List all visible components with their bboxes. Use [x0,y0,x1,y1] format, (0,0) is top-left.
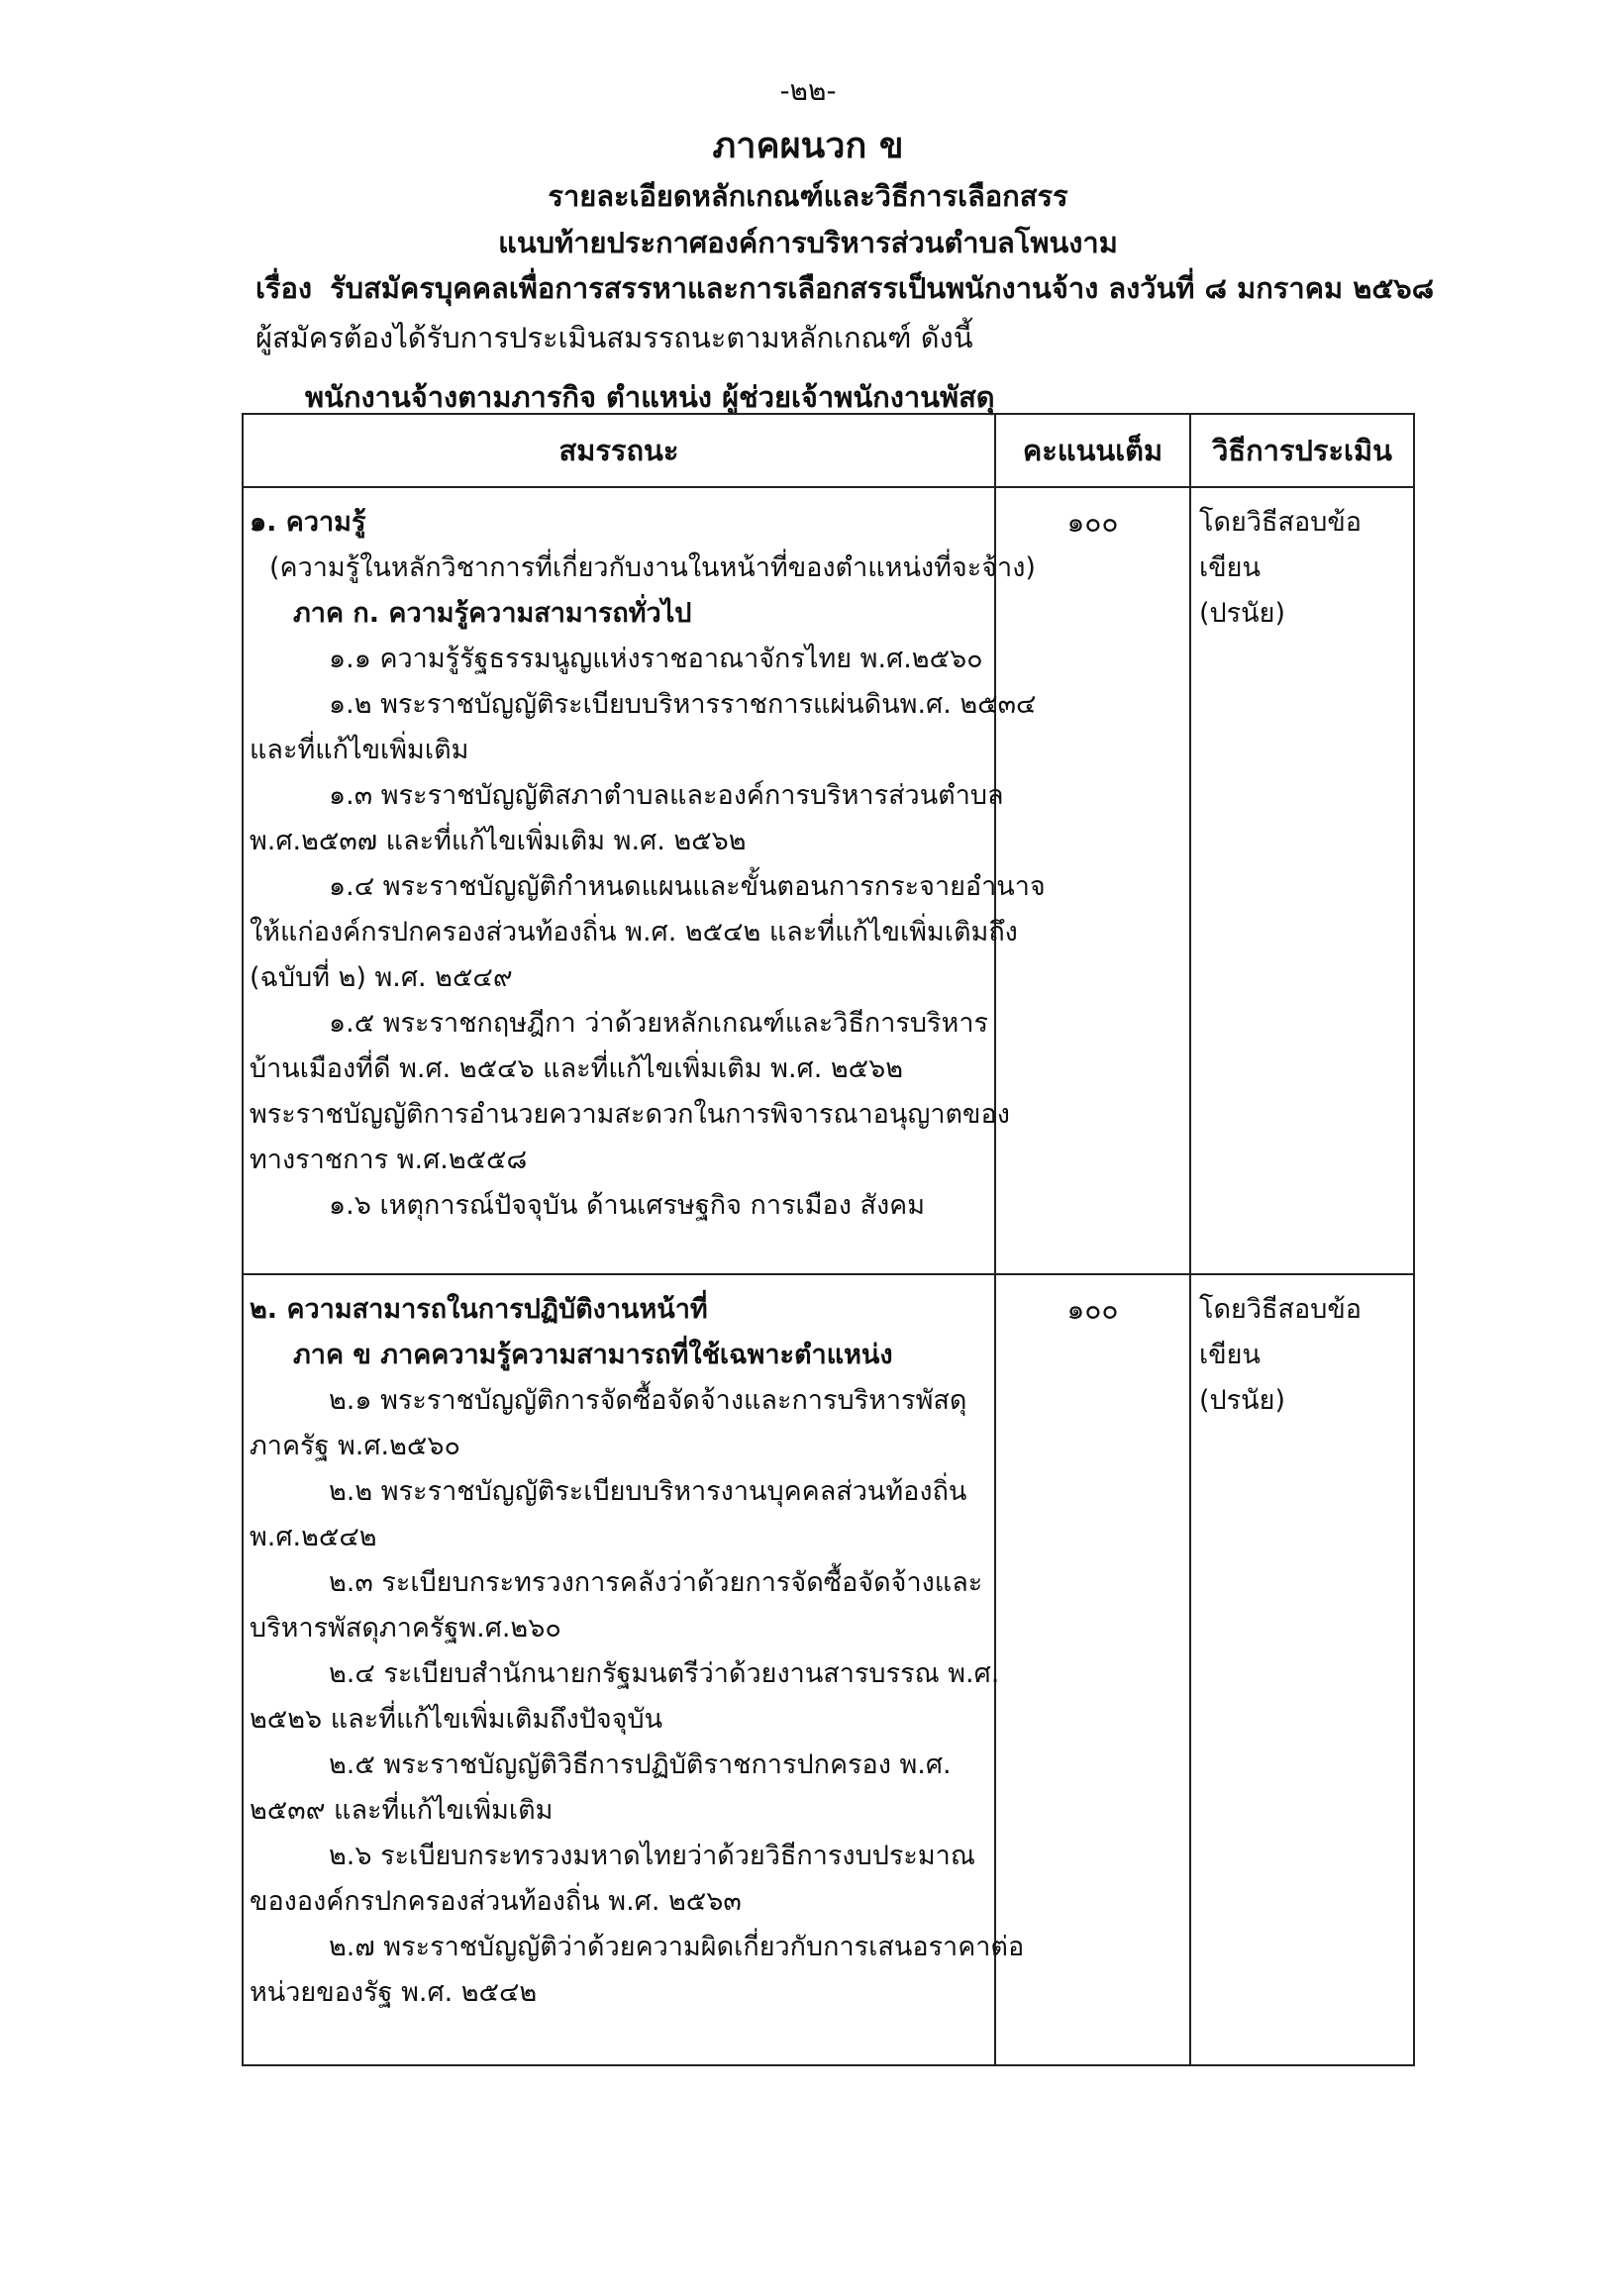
method-type: (ปรนัย) [1199,1385,1285,1416]
subject-line [255,265,1434,311]
method-cell [1190,487,1414,1274]
competency-cell [243,487,1046,1274]
list-item: ๑.๖ เหตุการณ์ปัจจุบัน ด้านเศรษฐกิจ การเมือง สังคม [329,1190,926,1221]
page-number: -๒๒- [779,74,837,107]
list-item: ๒.๗ พระราชบัญญัติว่าด้วยความผิดเกี่ยวกับการเสนอราคาต่อ [329,1932,1025,1962]
list-item: ภาค ก. ความรู้ความสามารถทั่วไป [293,598,692,629]
list-item: ให้แก่องค์กรปกครองส่วนท้องถิ่น พ.ศ. ๒๕๔๒ และที่แก้ไขเพิ่มเติมถึง [250,917,1018,948]
appendix-title: ภาคผนวก ข [712,126,904,166]
header-competency: สมรรถนะ [243,414,995,487]
table-header-row [243,414,1414,487]
list-item: ๒.๖ ระเบียบกระทรวงมหาดไทยว่าด้วยวิธีการงบประมาณ [329,1841,975,1871]
list-item: ๑.๕ พระราชกฤษฎีกา ว่าด้วยหลักเกณฑ์และวิธีการบริหาร [329,1008,989,1039]
list-item: ๒๕๒๖ และที่แก้ไขเพิ่มเติมถึงปัจจุบัน [250,1704,663,1735]
method-type: (ปรนัย) [1199,598,1285,629]
position-title: พนักงานจ้างตามภารกิจ ตำแหน่ง ผู้ช่วยเจ้าพนักงานพัสดุ [305,380,995,414]
list-item: บริหารพัสดุภาครัฐพ.ศ.๒๖๐ [250,1613,561,1644]
full-score: ๑๐๐ [1066,1293,1119,1326]
list-item: ๒.๕ พระราชบัญญัติวิธีการปฏิบัติราชการปกครอง พ.ศ. [329,1749,952,1780]
method-cell [1190,1274,1414,2065]
list-item: ภาครัฐ พ.ศ.๒๕๖๐ [250,1431,460,1461]
list-item: ทางราชการ พ.ศ.๒๕๕๘ [250,1145,528,1175]
subject-label: เรื่อง [255,271,313,305]
full-score-cell [995,1274,1190,2065]
section-title: ๑. ความรู้ [250,507,366,538]
list-item: บ้านเมืองที่ดี พ.ศ. ๒๕๔๖ และที่แก้ไขเพิ่มเติม พ.ศ. ๒๕๖๒ [250,1053,904,1084]
table-row [243,487,1414,1274]
list-item: ๑.๔ พระราชบัญญัติกำหนดแผนและขั้นตอนการกระจายอำนาจ [329,871,1046,902]
list-item: (ฉบับที่ ๒) พ.ศ. ๒๕๔๙ [250,962,513,993]
competency-cell [243,1274,1025,2065]
list-item: (ความรู้ในหลักวิชาการที่เกี่ยวกับงานในหน้าที่ของตำแหน่งที่จะจ้าง) [269,552,1036,583]
list-item: ๑.๓ พระราชบัญญัติสภาตำบลและองค์การบริหารส่วนตำบล [329,780,1004,811]
intro-text: ผู้สมัครต้องได้รับการประเมินสมรรถนะตามหลักเกณฑ์ ดังนี้ [255,321,973,354]
list-item: หน่วยของรัฐ พ.ศ. ๒๕๔๒ [250,1977,538,2008]
list-item: ๑.๑ ความรู้รัฐธรรมนูญแห่งราชอาณาจักรไทย พ.ศ.๒๕๖๐ [329,644,983,674]
list-item: และที่แก้ไขเพิ่มเติม [250,735,469,765]
list-item: ๒.๔ ระเบียบสำนักนายกรัฐมนตรีว่าด้วยงานสารบรรณ พ.ศ. [329,1658,1000,1689]
list-item: ๒.๑ พระราชบัญญัติการจัดซื้อจัดจ้างและการบริหารพัสดุ [329,1385,967,1416]
method-text: โดยวิธีสอบข้อเขียน [1199,1294,1363,1370]
list-item: ภาค ข ภาคความรู้ความสามารถที่ใช้เฉพาะตำแหน่ง [293,1340,893,1370]
section-title: ๒. ความสามารถในการปฏิบัติงานหน้าที่ [250,1294,708,1325]
subject-text: รับสมัครบุคคลเพื่อการสรรหาและการเลือกสรรเป็นพนักงานจ้าง ลงวันที่ ๘ มกราคม ๒๕๖๘ [330,271,1435,305]
list-item: ๒๕๓๙ และที่แก้ไขเพิ่มเติม [250,1795,554,1826]
list-item: ๒.๒ พระราชบัญญัติระเบียบบริหารงานบุคคลส่วนท้องถิ่น [329,1476,967,1507]
announcement-reference: แนบท้ายประกาศองค์การบริหารส่วนตำบลโพนงาม [498,226,1118,259]
table-row [243,1274,1414,2065]
header-full-score: คะแนนเต็ม [995,414,1190,487]
list-item: ๒.๓ ระเบียบกระทรวงการคลังว่าด้วยการจัดซื้อจัดจ้างและ [329,1567,983,1598]
list-item: พ.ศ.๒๕๔๒ [250,1522,377,1552]
full-score: ๑๐๐ [1066,506,1119,539]
list-item: ขององค์กรปกครองส่วนท้องถิ่น พ.ศ. ๒๕๖๓ [250,1886,742,1917]
list-item: ๑.๒ พระราชบัญญัติระเบียบบริหารราชการแผ่นดินพ.ศ. ๒๕๓๔ [329,689,1037,720]
list-item: พ.ศ.๒๕๓๗ และที่แก้ไขเพิ่มเติม พ.ศ. ๒๕๖๒ [250,826,747,856]
document-subtitle: รายละเอียดหลักเกณฑ์และวิธีการเลือกสรร [548,179,1068,213]
competency-table [242,413,1415,2066]
header-assessment-method: วิธีการประเมิน [1190,414,1414,487]
method-text: โดยวิธีสอบข้อเขียน [1199,507,1363,583]
list-item: พระราชบัญญัติการอำนวยความสะดวกในการพิจารณาอนุญาตของ [250,1099,1010,1130]
